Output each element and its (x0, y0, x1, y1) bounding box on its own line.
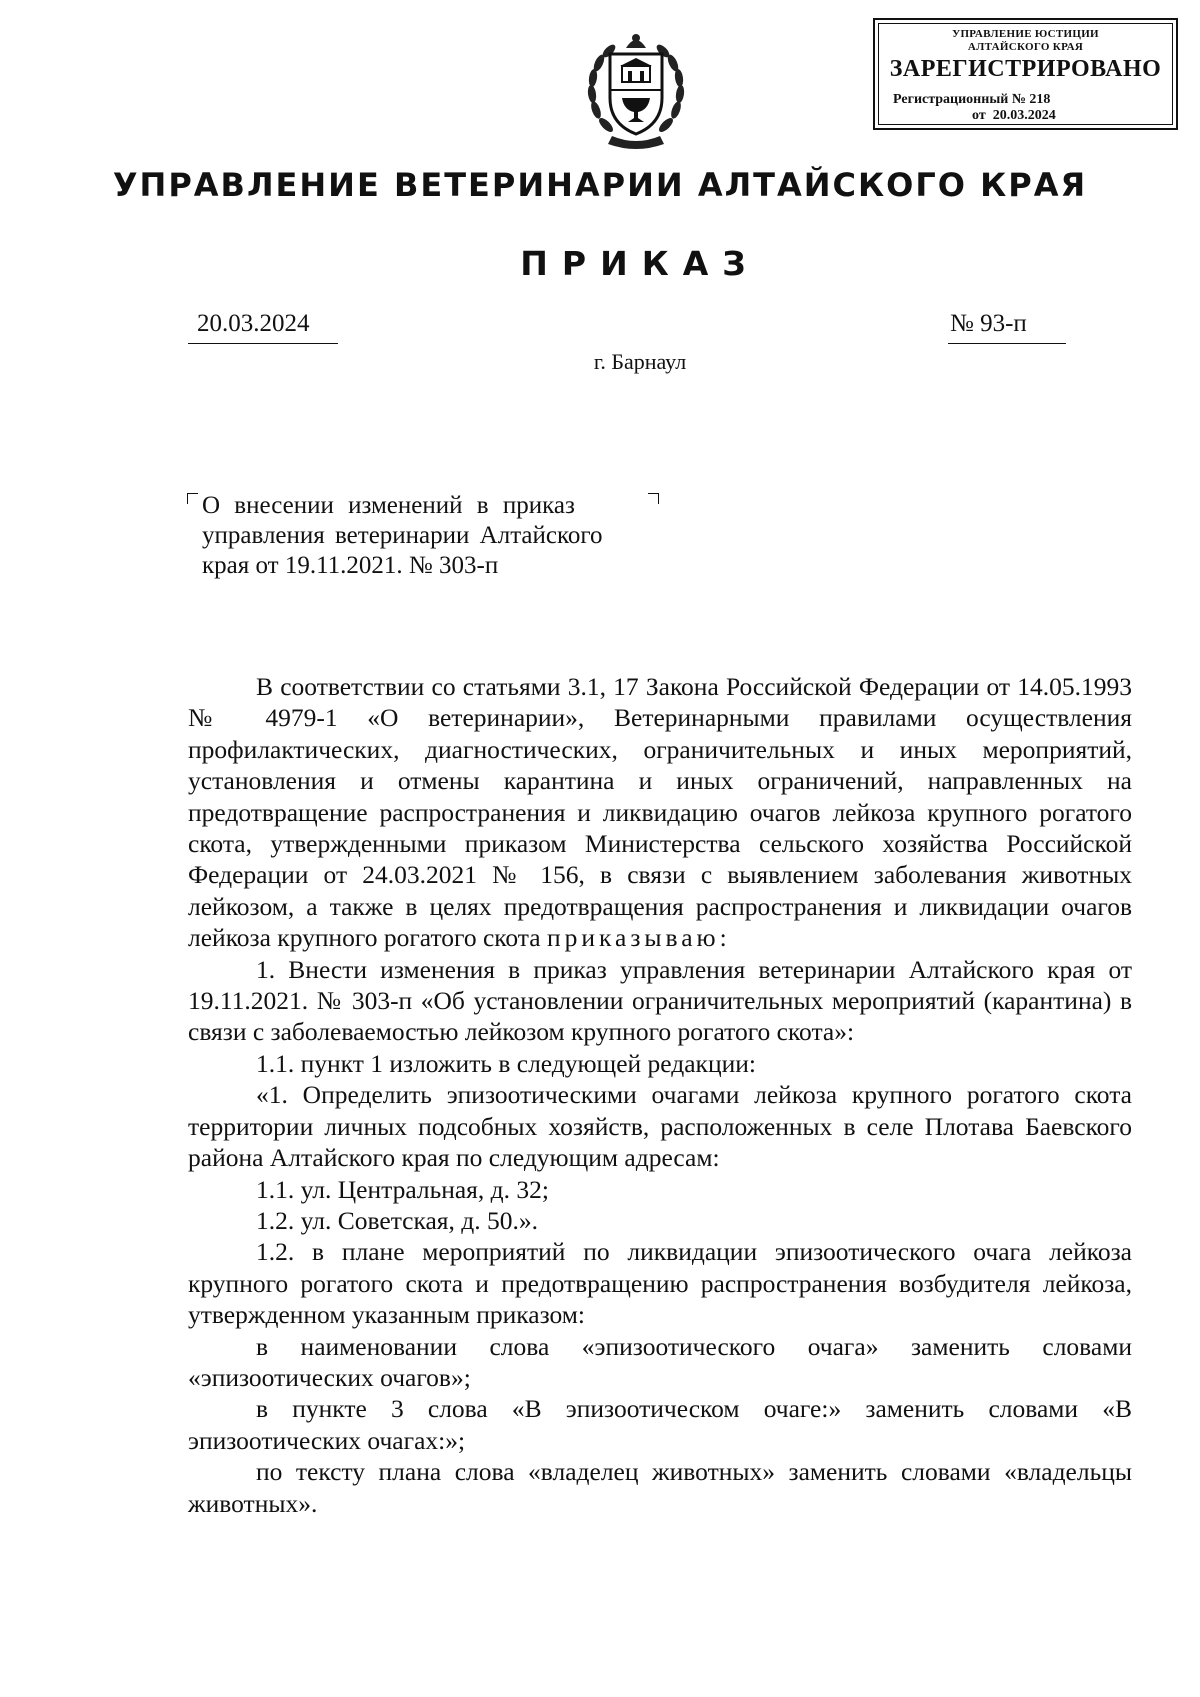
coat-of-arms-icon (582, 28, 690, 156)
subject-line-3: края от 19.11.2021. № 303-п (202, 552, 499, 579)
document-type: ПРИКАЗ (520, 244, 760, 283)
date-underline (188, 343, 338, 344)
stamp-org-line-2: АЛТАЙСКОГО КРАЯ (967, 41, 1084, 53)
preamble-text: В соответствии со статьями 3.1, 17 Закона Российской Федерации от 14.05.1993 № 4979-1 «О ветеринарии», Ветеринарными правилами осуществления профилактических, диагностических, ограничительных и иных мероприятий, установления и отмены карантина и иных ограничений, направленных на предотвращение распространения и ликвидацию очагов лейкоза крупного рогатого скота, утвержденными приказом Министерства сельского хозяйства Российской Федерации от 24.03.2021 № 156, в связи с выявлением заболевания животных лейкозом, а также в целях предотвращения распространения и ликвидации очагов лейкоза крупного рогатого скота (188, 672, 1132, 953)
number-underline (948, 343, 1066, 344)
stamp-registration-label: Регистрационный № (893, 92, 1026, 107)
item-1-1-text: «1. Определить эпизоотическими очагами лейкоза крупного рогатого скота территории личных подсобных хозяйств, расположенных в селе Плотава Баевского района Алтайского края по следующим адресам: (188, 1080, 1132, 1173)
organization-title: УПРАВЛЕНИЕ ВЕТЕРИНАРИИ АЛТАЙСКОГО КРАЯ (112, 166, 1088, 204)
stamp-org-line-1: УПРАВЛЕНИЕ ЮСТИЦИИ (952, 28, 1099, 40)
stamp-registration (893, 92, 1176, 108)
item-1-2: 1.2. в плане мероприятий по ликвидации эпизоотического очага лейкоза крупного рогатого скота и предотвращению распространения возбудителя лейкоза, утвержденном указанным приказом: (188, 1237, 1132, 1330)
change-1: в наименовании слова «эпизоотического очага» заменить словами «эпизоотических очагов»; (188, 1331, 1132, 1392)
item-1: 1. Внести изменения в приказ управления ветеринарии Алтайского края от 19.11.2021. № 303-п «Об установлении ограничительных мероприятий (карантина) в связи с заболеваемостью лейкозом крупного рогатого скота»: (188, 954, 1132, 1047)
subject-bracket-right (648, 493, 659, 504)
document-body (188, 671, 1132, 1519)
order-word: приказываю: (546, 923, 731, 953)
stamp-status: ЗАРЕГИСТРИРОВАНО (889, 56, 1162, 82)
subject-bracket-left (187, 493, 198, 504)
stamp-date-value: 20.03.2024 (992, 108, 1056, 123)
address-2: 1.2. ул. Советская, д. 50.». (256, 1205, 538, 1235)
document-city: г. Барнаул (593, 349, 687, 374)
preamble-paragraph (188, 671, 1132, 954)
change-3: по тексту плана слова «владелец животных» заменить словами «владельцы животных». (188, 1457, 1132, 1518)
stamp-registration-number: 218 (1029, 92, 1051, 107)
document-number: № 93-п (950, 310, 1027, 337)
document-date: 20.03.2024 (197, 310, 310, 337)
subject-line-1: О внесении изменений в приказ (202, 492, 575, 519)
subject-line-2: управления ветеринарии Алтайского (202, 522, 603, 549)
address-1: 1.1. ул. Центральная, д. 32; (256, 1174, 549, 1204)
item-1-1: 1.1. пункт 1 изложить в следующей редакции: (256, 1048, 756, 1078)
stamp-date (972, 108, 1176, 124)
registration-stamp (873, 18, 1178, 130)
change-2: в пункте 3 слова «В эпизоотическом очаге:» заменить словами «В эпизоотических очагах:»; (188, 1394, 1132, 1455)
stamp-date-label: от (972, 108, 986, 123)
